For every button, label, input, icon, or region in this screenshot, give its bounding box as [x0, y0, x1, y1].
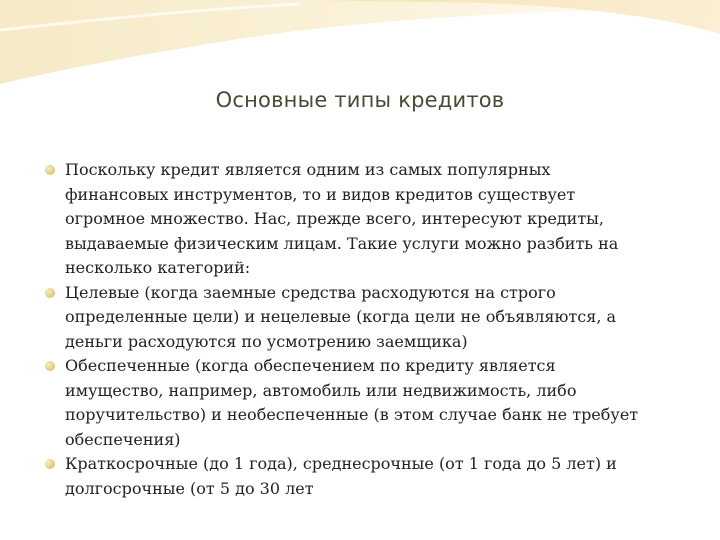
bullet-text-line: деньги расходуются по усмотрению заемщика)	[65, 331, 468, 351]
bullet-text-line: определенные цели) и нецелевые (когда цели не объявляются, а	[65, 307, 617, 326]
bullet-text-line: Обеспеченные (когда обеспечением по кредиту является	[65, 356, 556, 375]
bullet-text-line: выдаваемые физическим лицам. Такие услуги можно разбить на	[65, 233, 619, 253]
bullet-item-1	[45, 158, 695, 281]
bullet-item-4	[45, 452, 695, 501]
bullet-text-line: Краткосрочные (до 1 года), среднесрочные (от 1 года до 5 лет) и	[65, 454, 617, 473]
bullet-item-3	[45, 354, 695, 452]
bullet-item-2	[45, 281, 695, 355]
bullet-text-line: Целевые (когда заемные средства расходуются на строго	[65, 282, 556, 302]
bullet-list	[45, 158, 695, 501]
bullet-text-line: долгосрочные (от 5 до 30 лет	[65, 478, 314, 498]
bullet-dot-icon	[45, 288, 55, 298]
bullet-text-line: финансовых инструментов, то и видов кредитов существует	[65, 184, 576, 204]
bullet-dot-icon	[45, 459, 55, 469]
bullet-text-line: несколько категорий:	[65, 258, 251, 277]
bullet-text-line: огромное множество. Нас, прежде всего, интересуют кредиты,	[65, 209, 604, 228]
bullet-text-line: Поскольку кредит является одним из самых популярных	[65, 160, 551, 179]
bullet-dot-icon	[45, 361, 55, 371]
bullet-dot-icon	[45, 165, 55, 175]
bullet-text-line: поручительство) и необеспеченные (в этом случае банк не требует	[65, 405, 639, 424]
slide-title: Основные типы кредитов	[215, 88, 505, 112]
bullet-text-line: имущество, например, автомобиль или недвижимость, либо	[65, 380, 577, 400]
bullet-text-line: обеспечения)	[65, 429, 181, 449]
